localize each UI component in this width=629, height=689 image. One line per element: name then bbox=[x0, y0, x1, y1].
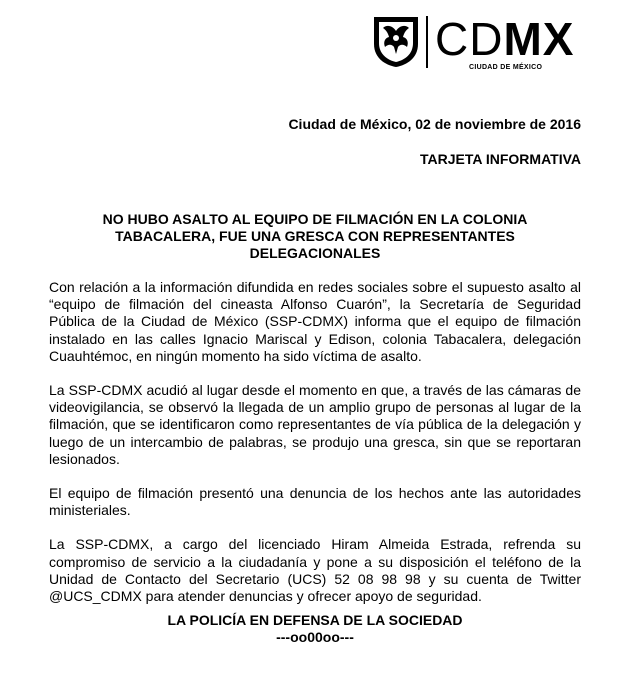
closing-mark: ---oo00oo--- bbox=[276, 629, 354, 645]
paragraph: Con relación a la información difundida en redes sociales sobre el supuesto asalto al “equipo de filmación del cineasta Alfonso Cuarón”, la Secretaría de Seguridad Pública de la Ciudad de México (SSP-CDMX) informa que el equipo de filmación instalado en las calles Ignacio Mariscal y Edison, colonia Tabacalera, delegación Cuauhtémoc, en ningún momento ha sido víctima de asalto. bbox=[49, 279, 581, 364]
dateline: Ciudad de México, 02 de noviembre de 2016 bbox=[288, 116, 581, 132]
paragraph: El equipo de filmación presentó una denuncia de los hechos ante las autoridades ministeriales. bbox=[49, 485, 581, 519]
document-type: TARJETA INFORMATIVA bbox=[420, 151, 581, 167]
closing bbox=[49, 612, 581, 646]
headline: NO HUBO ASALTO AL EQUIPO DE FILMACIÓN EN LA COLONIA TABACALERA, FUE UNA GRESCA CON REPRESENTANTES DELEGACIONALES bbox=[102, 211, 528, 261]
closing-motto: LA POLICÍA EN DEFENSA DE LA SOCIEDAD bbox=[167, 612, 463, 628]
paragraph: La SSP-CDMX acudió al lugar desde el momento en que, a través de las cámaras de videovigilancia, se observó la llegada de un amplio grupo de personas al lugar de la filmación, que se identificaron como representantes de vía pública de la delegación y luego de un intercambio de palabras, se produjo una gresca, sin que se reportaran lesionados. bbox=[49, 382, 581, 467]
logo-wordmark-mx: MX bbox=[503, 13, 575, 65]
document-body bbox=[49, 279, 581, 622]
logo-subtitle: CIUDAD DE MÉXICO bbox=[469, 64, 543, 71]
paragraph: La SSP-CDMX, a cargo del licenciado Hiram Almeida Estrada, refrenda su compromiso de servicio a la ciudadanía y pone a su disposición el teléfono de la Unidad de Contacto del Secretario (UCS) 52 08 98 98 y su cuenta de Twitter @UCS_CDMX para atender denuncias y ofrecer apoyo de seguridad. bbox=[49, 536, 581, 605]
logo-divider bbox=[426, 16, 428, 68]
government-seal-icon bbox=[371, 14, 421, 68]
logo-wordmark-cd: CD bbox=[435, 13, 504, 65]
cdmx-logo bbox=[371, 14, 586, 74]
logo-wordmark bbox=[435, 10, 574, 68]
